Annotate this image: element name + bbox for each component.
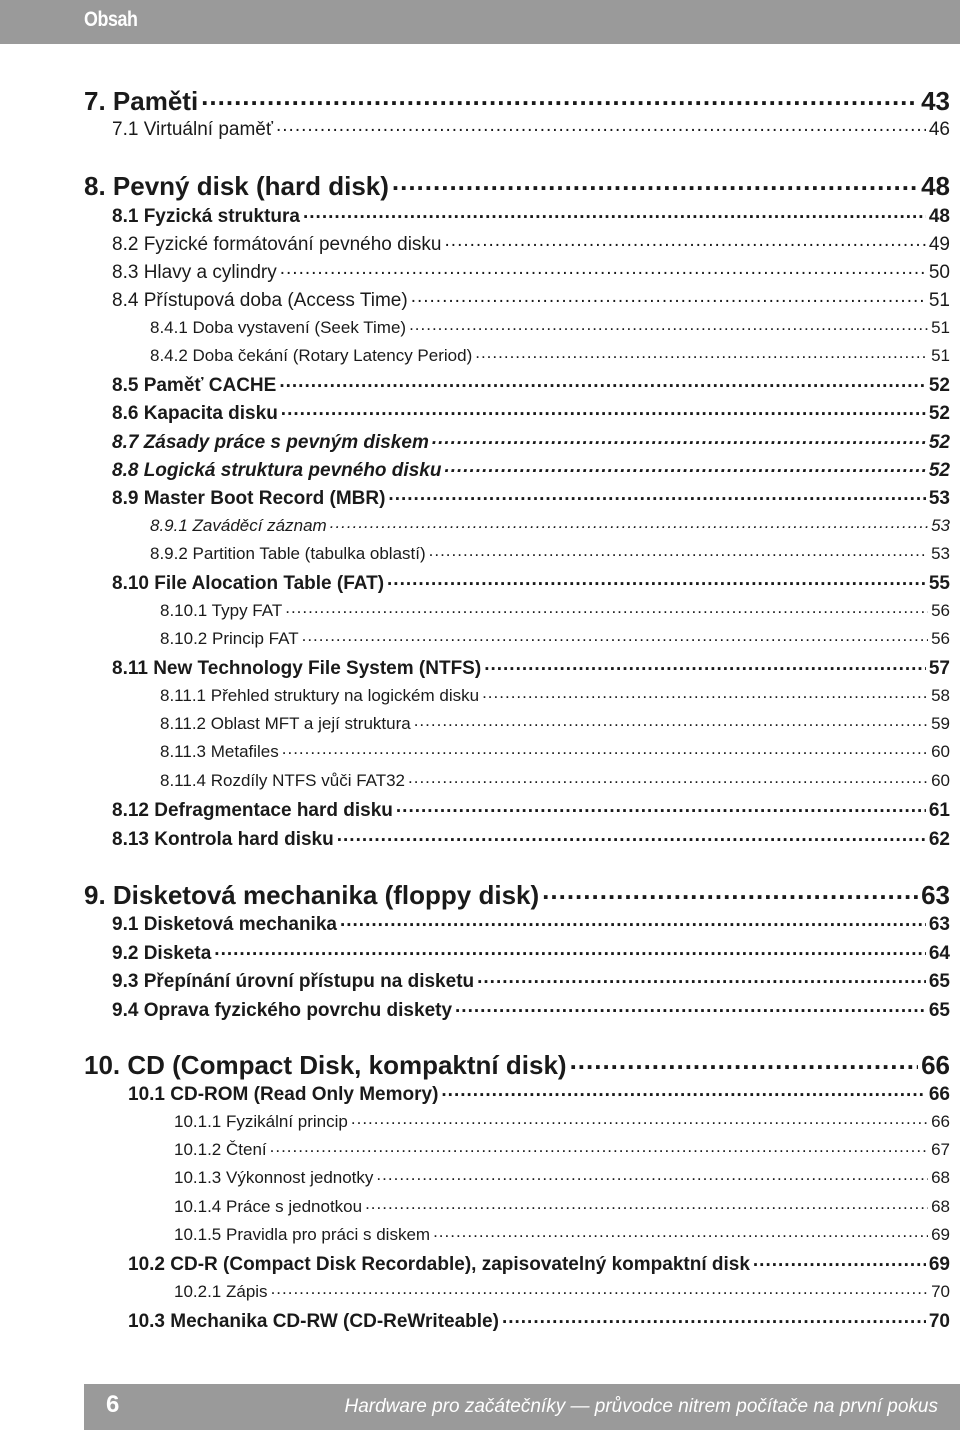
- toc-entry: [112, 457, 950, 482]
- dot-leader: [441, 1081, 925, 1100]
- toc-entry-title: 8.11.2 Oblast MFT a její struktura: [160, 714, 411, 733]
- dot-leader: [351, 1110, 928, 1127]
- toc-entry-title: 10. CD (Compact Disk, kompaktní disk): [84, 1050, 567, 1080]
- toc-entry: [160, 712, 950, 734]
- dot-leader: [392, 169, 918, 195]
- toc-entry: [174, 1110, 950, 1132]
- toc-entry: [128, 1081, 950, 1106]
- dot-leader: [365, 1195, 928, 1212]
- toc-entry-page: 65: [928, 971, 950, 992]
- dot-leader: [201, 84, 918, 110]
- dot-leader: [433, 1223, 928, 1240]
- toc-entry-page: 66: [928, 1084, 950, 1105]
- toc-entry: [84, 84, 950, 117]
- toc-entry-page: 56: [931, 629, 950, 648]
- toc-entry: [112, 372, 950, 397]
- toc-entry-page: 61: [928, 800, 950, 821]
- toc-entry-page: 51: [931, 346, 950, 365]
- toc-entry: [84, 878, 950, 911]
- dot-leader: [303, 203, 926, 222]
- toc-entry-page: 53: [931, 516, 950, 535]
- dot-leader: [409, 316, 928, 333]
- toc-entry-page: 70: [931, 1282, 950, 1301]
- toc-entry-page: 66: [931, 1112, 950, 1131]
- toc-entry-title: 9. Disketová mechanika (floppy disk): [84, 880, 540, 910]
- dot-leader: [570, 1048, 919, 1074]
- toc-entry-page: 59: [931, 714, 950, 733]
- toc-entry-title: 10.1 CD-ROM (Read Only Memory): [128, 1084, 439, 1105]
- toc-entry: [84, 169, 950, 202]
- toc-entry-title: 8.7 Zásady práce s pevným diskem: [112, 432, 429, 453]
- toc-entry: [128, 1251, 950, 1276]
- dot-leader: [429, 542, 928, 559]
- dot-leader: [484, 655, 926, 674]
- toc-entry-page: 65: [928, 1000, 950, 1021]
- toc-entry-page: 48: [921, 171, 950, 201]
- dot-leader: [414, 712, 928, 729]
- toc-entry-title: 8.10 File Alocation Table (FAT): [112, 573, 385, 594]
- toc-entry: [112, 287, 950, 312]
- toc-entry-page: 69: [928, 1254, 950, 1275]
- toc-entry: [112, 826, 950, 851]
- toc-entry-page: 49: [928, 234, 950, 255]
- footer-book-title: Hardware pro začátečníky — průvodce nitrem počítače na první pokus: [344, 1396, 938, 1417]
- toc-entry-page: 69: [931, 1225, 950, 1244]
- toc-entry-page: 43: [921, 86, 950, 116]
- toc-entry-title: 8.9.2 Partition Table (tabulka oblastí): [150, 544, 426, 563]
- toc-entry-page: 68: [931, 1197, 950, 1216]
- dot-leader: [445, 231, 926, 250]
- dot-leader: [279, 372, 926, 391]
- dot-leader: [214, 940, 926, 959]
- toc-entry: [112, 116, 950, 141]
- toc-entry-title: 10.3 Mechanika CD-RW (CD-ReWriteable): [128, 1311, 499, 1332]
- toc-entry: [112, 203, 950, 228]
- toc-entry: [112, 259, 950, 284]
- toc-entry-title: 8.9.1 Zaváděcí záznam: [150, 516, 327, 535]
- toc-entry: [174, 1138, 950, 1160]
- dot-leader: [502, 1308, 926, 1327]
- header-bar: [0, 0, 960, 44]
- dot-leader: [396, 797, 926, 816]
- toc-entry-page: 68: [931, 1168, 950, 1187]
- toc-entry: [174, 1280, 950, 1302]
- toc-entry-title: 9.3 Přepínání úrovní přístupu na disketu: [112, 971, 475, 992]
- toc-entry-title: 10.1.5 Pravidla pro práci s diskem: [174, 1225, 431, 1244]
- toc-entry-title: 10.2 CD-R (Compact Disk Recordable), zapisovatelný kompaktní disk: [128, 1254, 750, 1275]
- dot-leader: [432, 429, 926, 448]
- toc-entry-title: 8.10.2 Princip FAT: [160, 629, 299, 648]
- dot-leader: [388, 485, 925, 504]
- toc-entry-title: 9.1 Disketová mechanika: [112, 914, 337, 935]
- toc-entry-title: 10.1.4 Práce s jednotkou: [174, 1197, 363, 1216]
- toc-entry-title: 8.4.2 Doba čekání (Rotary Latency Period): [150, 346, 473, 365]
- toc-entry: [160, 769, 950, 791]
- toc-entry-page: 63: [921, 880, 950, 910]
- toc-entry-title: 8.5 Paměť CACHE: [112, 375, 277, 396]
- toc-entry-title: 10.1.1 Fyzikální princip: [174, 1112, 348, 1131]
- toc-entry-title: 8.4 Přístupová doba (Access Time): [112, 290, 408, 311]
- toc-entry: [112, 997, 950, 1022]
- toc-entry-page: 51: [931, 318, 950, 337]
- toc-entry: [112, 940, 950, 965]
- toc-entry-title: 8.1 Fyzická struktura: [112, 206, 300, 227]
- toc-entry-page: 62: [928, 829, 950, 850]
- toc-entry-page: 57: [928, 658, 950, 679]
- toc-entry: [150, 514, 950, 536]
- toc-entry-page: 66: [921, 1050, 950, 1080]
- toc-entry-page: 56: [931, 601, 950, 620]
- toc-entry: [84, 1048, 950, 1081]
- dot-leader: [475, 344, 928, 361]
- toc-entry-page: 58: [931, 686, 950, 705]
- toc-entry: [112, 570, 950, 595]
- toc-entry-title: 10.1.3 Výkonnost jednotky: [174, 1168, 374, 1187]
- dot-leader: [411, 287, 926, 306]
- dot-leader: [408, 769, 928, 786]
- toc-entry: [112, 797, 950, 822]
- dot-leader: [302, 627, 928, 644]
- toc-entry-page: 64: [928, 943, 950, 964]
- toc-entry-title: 8.11.4 Rozdíly NTFS vůči FAT32: [160, 771, 406, 790]
- toc-entry-page: 63: [928, 914, 950, 935]
- toc-entry-title: 7. Paměti: [84, 86, 199, 116]
- dot-leader: [271, 1280, 929, 1297]
- dot-leader: [276, 116, 926, 135]
- page-number: 6: [106, 1391, 120, 1418]
- toc-entry-page: 51: [928, 290, 950, 311]
- dot-leader: [444, 457, 925, 476]
- toc-entry-title: 10.2.1 Zápis: [174, 1282, 268, 1301]
- toc-entry-page: 52: [928, 460, 950, 481]
- toc-entry-page: 52: [928, 375, 950, 396]
- toc-entry-page: 52: [928, 432, 950, 453]
- toc-entry: [174, 1223, 950, 1245]
- toc-entry-title: 8.8 Logická struktura pevného disku: [112, 460, 442, 481]
- section-title: Obsah: [84, 8, 138, 31]
- toc-entry-page: 52: [928, 403, 950, 424]
- dot-leader: [340, 911, 926, 930]
- toc-entry-title: 9.2 Disketa: [112, 943, 212, 964]
- toc-entry: [112, 231, 950, 256]
- dot-leader: [482, 684, 928, 701]
- toc-entry-page: 46: [928, 119, 950, 140]
- dot-leader: [280, 259, 926, 278]
- dot-leader: [542, 878, 918, 904]
- toc-entry-page: 53: [931, 544, 950, 563]
- dot-leader: [270, 1138, 928, 1155]
- toc-entry-title: 9.4 Oprava fyzického povrchu diskety: [112, 1000, 453, 1021]
- toc-entry-title: 8.11.1 Přehled struktury na logickém disku: [160, 686, 480, 705]
- dot-leader: [285, 599, 928, 616]
- toc-entry-title: 8.12 Defragmentace hard disku: [112, 800, 393, 821]
- toc-entry: [150, 316, 950, 338]
- toc-entry: [112, 911, 950, 936]
- toc-entry-title: 8.4.1 Doba vystavení (Seek Time): [150, 318, 407, 337]
- dot-leader: [282, 740, 928, 757]
- toc-entry-page: 55: [928, 573, 950, 594]
- toc-entry-page: 50: [928, 262, 950, 283]
- dot-leader: [387, 570, 926, 589]
- toc-entry: [112, 968, 950, 993]
- toc-entry: [160, 740, 950, 762]
- toc-entry-page: 70: [928, 1311, 950, 1332]
- toc-entry: [112, 655, 950, 680]
- toc-entry-title: 8.9 Master Boot Record (MBR): [112, 488, 386, 509]
- toc-entry-title: 7.1 Virtuální paměť: [112, 119, 273, 140]
- dot-leader: [281, 400, 926, 419]
- dot-leader: [330, 514, 928, 531]
- toc-entry-title: 8.3 Hlavy a cylindry: [112, 262, 277, 283]
- toc-entry-page: 60: [931, 771, 950, 790]
- toc-entry: [150, 542, 950, 564]
- toc-entry: [112, 485, 950, 510]
- toc-entry-page: 67: [931, 1140, 950, 1159]
- toc-entry-page: 48: [928, 206, 950, 227]
- dot-leader: [376, 1166, 928, 1183]
- toc-entry-title: 8.11 New Technology File System (NTFS): [112, 658, 482, 679]
- toc-entry: [160, 599, 950, 621]
- toc-entry: [112, 400, 950, 425]
- toc-entry-title: 8. Pevný disk (hard disk): [84, 171, 389, 201]
- toc-entry-page: 53: [928, 488, 950, 509]
- toc-entry: [112, 429, 950, 454]
- toc-entry: [150, 344, 950, 366]
- dot-leader: [455, 997, 926, 1016]
- toc-entry-title: 8.11.3 Metafiles: [160, 742, 279, 761]
- toc-entry: [160, 684, 950, 706]
- toc-entry: [174, 1195, 950, 1217]
- dot-leader: [753, 1251, 926, 1270]
- toc-entry-title: 8.6 Kapacita disku: [112, 403, 278, 424]
- toc-entry: [128, 1308, 950, 1333]
- toc-entry: [160, 627, 950, 649]
- dot-leader: [477, 968, 926, 987]
- dot-leader: [337, 826, 926, 845]
- toc-entry-page: 60: [931, 742, 950, 761]
- toc-entry-title: 8.10.1 Typy FAT: [160, 601, 283, 620]
- toc-entry-title: 10.1.2 Čtení: [174, 1140, 267, 1159]
- toc-entry-title: 8.13 Kontrola hard disku: [112, 829, 334, 850]
- toc-entry-title: 8.2 Fyzické formátování pevného disku: [112, 234, 442, 255]
- toc-entry: [174, 1166, 950, 1188]
